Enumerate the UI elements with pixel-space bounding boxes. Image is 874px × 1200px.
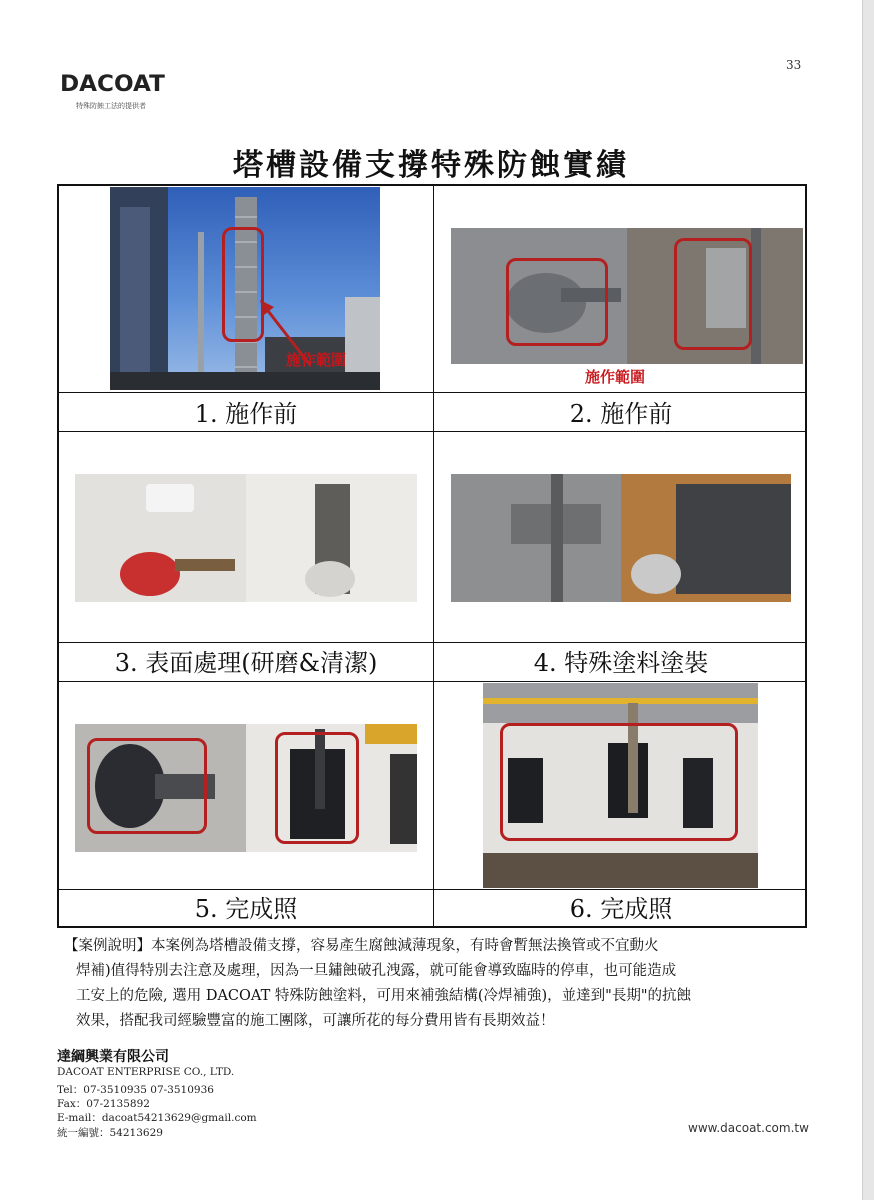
photo-completed-2 bbox=[483, 683, 758, 888]
page-number: 33 bbox=[786, 58, 802, 72]
logo-tagline: 特殊防蝕工法的提供者 bbox=[76, 102, 146, 110]
photo-completed-1 bbox=[75, 724, 417, 852]
company-email: E-mail：dacoat54213629@gmail.com bbox=[57, 1112, 257, 1124]
dacoat-logo: DACOAT bbox=[60, 72, 165, 97]
caption-4: 4. 特殊塗料塗裝 bbox=[533, 649, 709, 677]
grid-divider-vertical bbox=[433, 186, 434, 926]
page-title: 塔槽設備支撐特殊防蝕實績 bbox=[233, 148, 629, 183]
completed-highlight bbox=[87, 738, 207, 834]
photo-support-before bbox=[451, 228, 803, 364]
completed-highlight bbox=[500, 723, 738, 841]
work-area-highlight bbox=[506, 258, 608, 346]
photo-tower-before bbox=[110, 187, 380, 390]
caption-2: 2. 施作前 bbox=[569, 400, 673, 428]
grid-divider bbox=[59, 642, 805, 643]
company-website: www.dacoat.com.tw bbox=[688, 1121, 809, 1135]
grid-divider bbox=[59, 681, 805, 682]
company-tax-id: 統一編號：54213629 bbox=[57, 1127, 163, 1139]
coating-illustration bbox=[451, 474, 791, 602]
work-area-highlight bbox=[674, 238, 752, 350]
company-name-en: DACOAT ENTERPRISE CO., LTD. bbox=[57, 1066, 235, 1078]
description-line: 焊補)值得特別去注意及處理，因為一旦鏽蝕破孔洩露，就可能會導致臨時的停車，也可能造成 bbox=[76, 963, 677, 979]
caption-3: 3. 表面處理(研磨&清潔) bbox=[114, 649, 378, 677]
company-name: 達綱興業有限公司 bbox=[57, 1049, 169, 1065]
caption-6: 6. 完成照 bbox=[569, 895, 673, 923]
photo-coating bbox=[451, 474, 791, 602]
company-fax: Fax：07-2135892 bbox=[57, 1098, 150, 1110]
company-tel: Tel：07-3510935 07-3510936 bbox=[57, 1084, 214, 1096]
caption-1: 1. 施作前 bbox=[194, 400, 298, 428]
grid-divider bbox=[59, 392, 805, 393]
work-area-highlight bbox=[222, 227, 264, 342]
work-area-label: 施作範圍 bbox=[286, 351, 347, 369]
caption-5: 5. 完成照 bbox=[194, 895, 298, 923]
page-edge bbox=[862, 0, 874, 1200]
photo-grid bbox=[57, 184, 807, 928]
description-line: 工安上的危險, 選用 DACOAT 特殊防蝕塗料，可用來補強結構(冷焊補強)，並達到"長期"的抗蝕 bbox=[76, 988, 692, 1004]
work-area-label: 施作範圍 bbox=[585, 368, 646, 386]
description-line: 【案例說明】本案例為塔槽設備支撐，容易產生腐蝕減薄現象，有時會暫無法換管或不宜動火 bbox=[64, 938, 659, 954]
description-line: 效果，搭配我司經驗豐富的施工團隊，可讓所花的每分費用皆有長期效益！ bbox=[76, 1013, 555, 1029]
grid-divider bbox=[59, 889, 805, 890]
completed-highlight bbox=[275, 732, 359, 844]
photo-surface-prep bbox=[75, 474, 417, 602]
grinding-illustration bbox=[75, 474, 417, 602]
case-description bbox=[64, 934, 809, 1034]
